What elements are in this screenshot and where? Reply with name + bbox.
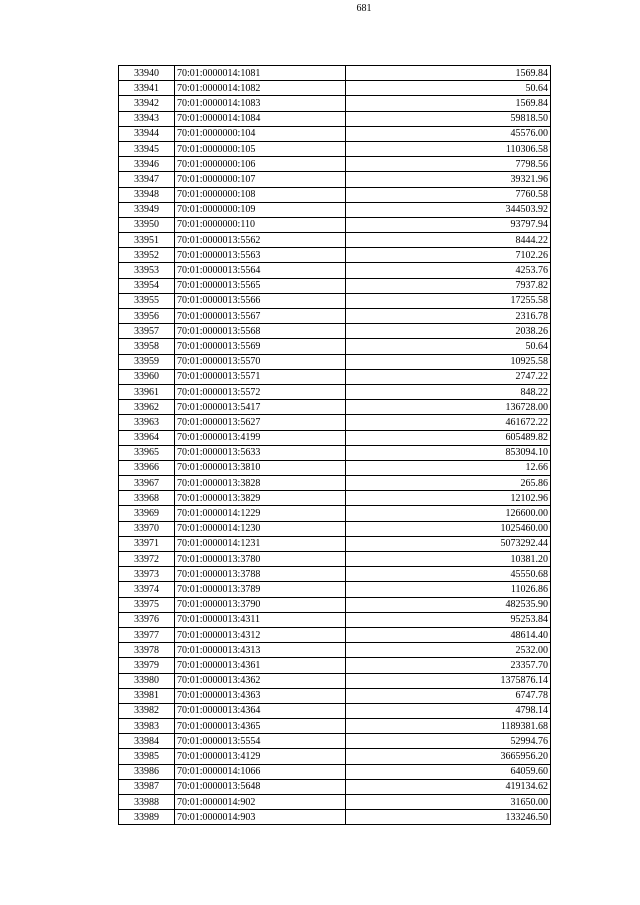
- value-cell: 7760.58: [346, 187, 551, 202]
- table-body: [119, 66, 551, 825]
- cadastral-number-cell: 70:01:0000013:4313: [175, 643, 346, 658]
- cadastral-number-cell: 70:01:0000013:5563: [175, 248, 346, 263]
- row-number-cell: 33988: [119, 795, 175, 810]
- row-number-cell: 33977: [119, 627, 175, 642]
- value-cell: 7937.82: [346, 278, 551, 293]
- table-row: [119, 202, 551, 217]
- value-cell: 136728.00: [346, 400, 551, 415]
- value-cell: 48614.40: [346, 627, 551, 642]
- value-cell: 848.22: [346, 384, 551, 399]
- cadastral-number-cell: 70:01:0000013:4129: [175, 749, 346, 764]
- value-cell: 10925.58: [346, 354, 551, 369]
- value-cell: 265.86: [346, 476, 551, 491]
- value-cell: 344503.92: [346, 202, 551, 217]
- row-number-cell: 33961: [119, 384, 175, 399]
- row-number-cell: 33987: [119, 779, 175, 794]
- value-cell: 50.64: [346, 339, 551, 354]
- cadastral-number-cell: 70:01:0000000:104: [175, 126, 346, 141]
- cadastral-number-cell: 70:01:0000000:109: [175, 202, 346, 217]
- value-cell: 482535.90: [346, 597, 551, 612]
- value-cell: 93797.94: [346, 217, 551, 232]
- value-cell: 1569.84: [346, 66, 551, 81]
- row-number-cell: 33969: [119, 506, 175, 521]
- row-number-cell: 33951: [119, 233, 175, 248]
- cadastral-number-cell: 70:01:0000014:1231: [175, 536, 346, 551]
- row-number-cell: 33958: [119, 339, 175, 354]
- cadastral-number-cell: 70:01:0000014:1229: [175, 506, 346, 521]
- cadastral-number-cell: 70:01:0000013:5568: [175, 324, 346, 339]
- cadastral-number-cell: 70:01:0000013:5571: [175, 369, 346, 384]
- row-number-cell: 33943: [119, 111, 175, 126]
- cadastral-number-cell: 70:01:0000013:3810: [175, 460, 346, 475]
- cadastral-number-cell: 70:01:0000013:3789: [175, 582, 346, 597]
- cadastral-number-cell: 70:01:0000013:5572: [175, 384, 346, 399]
- value-cell: 95253.84: [346, 612, 551, 627]
- value-cell: 45576.00: [346, 126, 551, 141]
- table-row: [119, 734, 551, 749]
- cadastral-number-cell: 70:01:0000014:903: [175, 810, 346, 825]
- value-cell: 17255.58: [346, 293, 551, 308]
- table-row: [119, 96, 551, 111]
- row-number-cell: 33975: [119, 597, 175, 612]
- row-number-cell: 33976: [119, 612, 175, 627]
- value-cell: 50.64: [346, 81, 551, 96]
- cadastral-number-cell: 70:01:0000014:1081: [175, 66, 346, 81]
- cadastral-number-cell: 70:01:0000014:1083: [175, 96, 346, 111]
- cadastral-number-cell: 70:01:0000013:4363: [175, 688, 346, 703]
- table-row: [119, 233, 551, 248]
- value-cell: 59818.50: [346, 111, 551, 126]
- value-cell: 64059.60: [346, 764, 551, 779]
- cadastral-number-cell: 70:01:0000013:5569: [175, 339, 346, 354]
- row-number-cell: 33946: [119, 157, 175, 172]
- table-row: [119, 749, 551, 764]
- row-number-cell: 33965: [119, 445, 175, 460]
- row-number-cell: 33956: [119, 309, 175, 324]
- table-row: [119, 66, 551, 81]
- value-cell: 126600.00: [346, 506, 551, 521]
- table-row: [119, 445, 551, 460]
- row-number-cell: 33982: [119, 703, 175, 718]
- value-cell: 10381.20: [346, 552, 551, 567]
- row-number-cell: 33978: [119, 643, 175, 658]
- value-cell: 605489.82: [346, 430, 551, 445]
- cadastral-number-cell: 70:01:0000013:5417: [175, 400, 346, 415]
- value-cell: 2038.26: [346, 324, 551, 339]
- table-row: [119, 354, 551, 369]
- row-number-cell: 33974: [119, 582, 175, 597]
- value-cell: 1025460.00: [346, 521, 551, 536]
- row-number-cell: 33941: [119, 81, 175, 96]
- table-row: [119, 187, 551, 202]
- cadastral-number-cell: 70:01:0000013:4364: [175, 703, 346, 718]
- cadastral-number-cell: 70:01:0000014:1066: [175, 764, 346, 779]
- value-cell: 4798.14: [346, 703, 551, 718]
- table-row: [119, 612, 551, 627]
- table-row: [119, 703, 551, 718]
- cadastral-number-cell: 70:01:0000000:108: [175, 187, 346, 202]
- table-row: [119, 141, 551, 156]
- row-number-cell: 33962: [119, 400, 175, 415]
- table-row: [119, 81, 551, 96]
- cadastral-number-cell: 70:01:0000013:4365: [175, 719, 346, 734]
- cadastral-number-cell: 70:01:0000000:110: [175, 217, 346, 232]
- table-row: [119, 506, 551, 521]
- row-number-cell: 33968: [119, 491, 175, 506]
- row-number-cell: 33955: [119, 293, 175, 308]
- table-row: [119, 309, 551, 324]
- row-number-cell: 33949: [119, 202, 175, 217]
- value-cell: 2316.78: [346, 309, 551, 324]
- table-row: [119, 521, 551, 536]
- cadastral-number-cell: 70:01:0000013:3828: [175, 476, 346, 491]
- table-row: [119, 293, 551, 308]
- table-row: [119, 111, 551, 126]
- table-row: [119, 384, 551, 399]
- table-row: [119, 339, 551, 354]
- value-cell: 39321.96: [346, 172, 551, 187]
- table-row: [119, 460, 551, 475]
- cadastral-number-cell: 70:01:0000013:3788: [175, 567, 346, 582]
- cadastral-number-cell: 70:01:0000013:3829: [175, 491, 346, 506]
- value-cell: 3665956.20: [346, 749, 551, 764]
- cadastral-number-cell: 70:01:0000000:107: [175, 172, 346, 187]
- row-number-cell: 33985: [119, 749, 175, 764]
- value-cell: 7102.26: [346, 248, 551, 263]
- cadastral-number-cell: 70:01:0000013:5648: [175, 779, 346, 794]
- table-row: [119, 658, 551, 673]
- cadastral-number-cell: 70:01:0000013:5564: [175, 263, 346, 278]
- table-row: [119, 597, 551, 612]
- value-cell: 419134.62: [346, 779, 551, 794]
- table-row: [119, 324, 551, 339]
- cadastral-number-cell: 70:01:0000000:105: [175, 141, 346, 156]
- table-row: [119, 415, 551, 430]
- cadastral-number-cell: 70:01:0000014:1084: [175, 111, 346, 126]
- row-number-cell: 33959: [119, 354, 175, 369]
- value-cell: 7798.56: [346, 157, 551, 172]
- cadastral-number-cell: 70:01:0000013:5565: [175, 278, 346, 293]
- cadastral-number-cell: 70:01:0000013:4312: [175, 627, 346, 642]
- row-number-cell: 33973: [119, 567, 175, 582]
- table-row: [119, 400, 551, 415]
- value-cell: 12.66: [346, 460, 551, 475]
- cadastral-number-cell: 70:01:0000014:1082: [175, 81, 346, 96]
- row-number-cell: 33983: [119, 719, 175, 734]
- row-number-cell: 33989: [119, 810, 175, 825]
- table-row: [119, 536, 551, 551]
- value-cell: 133246.50: [346, 810, 551, 825]
- row-number-cell: 33970: [119, 521, 175, 536]
- registry-table: [118, 65, 551, 825]
- row-number-cell: 33952: [119, 248, 175, 263]
- row-number-cell: 33944: [119, 126, 175, 141]
- table-row: [119, 810, 551, 825]
- row-number-cell: 33940: [119, 66, 175, 81]
- cadastral-number-cell: 70:01:0000013:5562: [175, 233, 346, 248]
- row-number-cell: 33972: [119, 552, 175, 567]
- cadastral-number-cell: 70:01:0000013:4199: [175, 430, 346, 445]
- cadastral-number-cell: 70:01:0000014:1230: [175, 521, 346, 536]
- row-number-cell: 33979: [119, 658, 175, 673]
- row-number-cell: 33942: [119, 96, 175, 111]
- cadastral-number-cell: 70:01:0000013:5554: [175, 734, 346, 749]
- table-row: [119, 567, 551, 582]
- table-row: [119, 248, 551, 263]
- cadastral-number-cell: 70:01:0000014:902: [175, 795, 346, 810]
- table-row: [119, 688, 551, 703]
- value-cell: 1569.84: [346, 96, 551, 111]
- value-cell: 110306.58: [346, 141, 551, 156]
- table-row: [119, 719, 551, 734]
- table-row: [119, 157, 551, 172]
- row-number-cell: 33964: [119, 430, 175, 445]
- value-cell: 853094.10: [346, 445, 551, 460]
- value-cell: 45550.68: [346, 567, 551, 582]
- value-cell: 11026.86: [346, 582, 551, 597]
- value-cell: 2532.00: [346, 643, 551, 658]
- value-cell: 4253.76: [346, 263, 551, 278]
- cadastral-number-cell: 70:01:0000013:4362: [175, 673, 346, 688]
- cadastral-number-cell: 70:01:0000013:5566: [175, 293, 346, 308]
- row-number-cell: 33971: [119, 536, 175, 551]
- row-number-cell: 33966: [119, 460, 175, 475]
- cadastral-number-cell: 70:01:0000013:4311: [175, 612, 346, 627]
- row-number-cell: 33945: [119, 141, 175, 156]
- row-number-cell: 33953: [119, 263, 175, 278]
- value-cell: 1375876.14: [346, 673, 551, 688]
- row-number-cell: 33980: [119, 673, 175, 688]
- table-row: [119, 491, 551, 506]
- value-cell: 461672.22: [346, 415, 551, 430]
- row-number-cell: 33954: [119, 278, 175, 293]
- row-number-cell: 33960: [119, 369, 175, 384]
- value-cell: 52994.76: [346, 734, 551, 749]
- value-cell: 23357.70: [346, 658, 551, 673]
- table-row: [119, 217, 551, 232]
- value-cell: 5073292.44: [346, 536, 551, 551]
- cadastral-number-cell: 70:01:0000013:5570: [175, 354, 346, 369]
- table-row: [119, 673, 551, 688]
- row-number-cell: 33981: [119, 688, 175, 703]
- row-number-cell: 33963: [119, 415, 175, 430]
- table-row: [119, 643, 551, 658]
- cadastral-number-cell: 70:01:0000013:5633: [175, 445, 346, 460]
- value-cell: 1189381.68: [346, 719, 551, 734]
- table-row: [119, 795, 551, 810]
- table-row: [119, 627, 551, 642]
- table-row: [119, 430, 551, 445]
- value-cell: 2747.22: [346, 369, 551, 384]
- cadastral-number-cell: 70:01:0000000:106: [175, 157, 346, 172]
- table-row: [119, 552, 551, 567]
- table-row: [119, 263, 551, 278]
- table-row: [119, 764, 551, 779]
- row-number-cell: 33984: [119, 734, 175, 749]
- cadastral-number-cell: 70:01:0000013:3790: [175, 597, 346, 612]
- table-row: [119, 278, 551, 293]
- table-row: [119, 172, 551, 187]
- value-cell: 6747.78: [346, 688, 551, 703]
- table-row: [119, 582, 551, 597]
- value-cell: 31650.00: [346, 795, 551, 810]
- cadastral-number-cell: 70:01:0000013:4361: [175, 658, 346, 673]
- cadastral-number-cell: 70:01:0000013:5567: [175, 309, 346, 324]
- value-cell: 12102.96: [346, 491, 551, 506]
- row-number-cell: 33986: [119, 764, 175, 779]
- table-row: [119, 476, 551, 491]
- row-number-cell: 33948: [119, 187, 175, 202]
- row-number-cell: 33947: [119, 172, 175, 187]
- cadastral-number-cell: 70:01:0000013:5627: [175, 415, 346, 430]
- table-row: [119, 779, 551, 794]
- table-row: [119, 126, 551, 141]
- value-cell: 8444.22: [346, 233, 551, 248]
- table-row: [119, 369, 551, 384]
- row-number-cell: 33950: [119, 217, 175, 232]
- page-number: 681: [356, 3, 372, 14]
- cadastral-number-cell: 70:01:0000013:3780: [175, 552, 346, 567]
- row-number-cell: 33967: [119, 476, 175, 491]
- row-number-cell: 33957: [119, 324, 175, 339]
